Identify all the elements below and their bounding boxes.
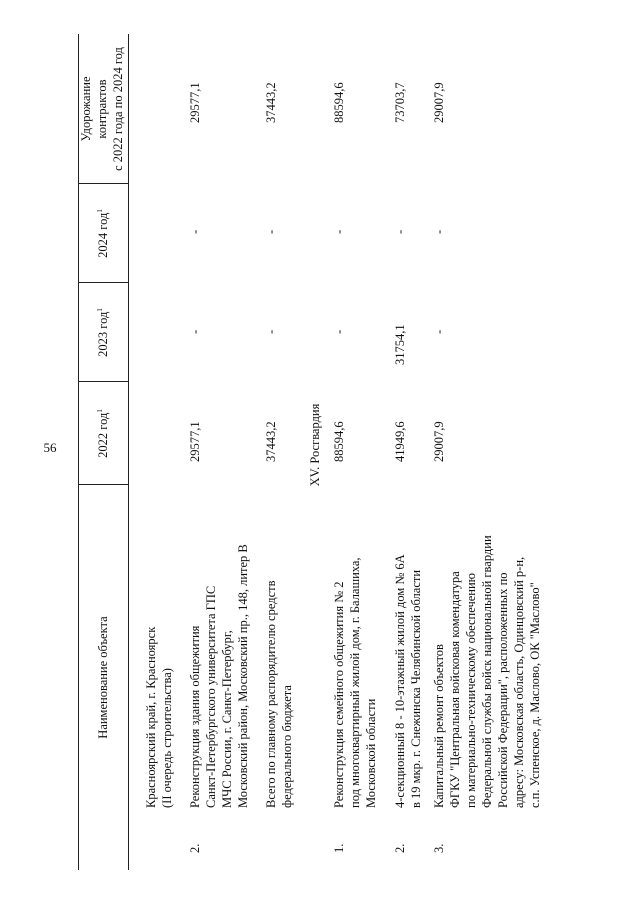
total-name-line-1: Всего по главному распорядителю средств — [264, 580, 278, 808]
row-5-value-2023: - — [432, 329, 446, 334]
row-5-name-line-3: по материально-техническому обеспечению — [464, 573, 478, 808]
header-bottom-line — [128, 34, 129, 870]
section-header: XV. Росгвардия — [308, 403, 322, 487]
total-name-line-2: федерального бюджета — [280, 685, 294, 808]
row-5-value-2024: - — [432, 229, 446, 234]
header-name: Наименование объекта — [96, 616, 110, 739]
row-5-value-cost: 29007,9 — [432, 82, 446, 123]
row-3-value-cost: 88594,6 — [332, 82, 346, 123]
row-3-name-line-3: Московской области — [364, 698, 378, 808]
row-1-value-2023: - — [188, 329, 202, 334]
row-1-name-line-2: Санкт-Петербургского университета ГПС — [204, 585, 218, 808]
row-5-number: 3. — [432, 843, 446, 853]
row-5-name-line-1: Капитальный ремонт объектов — [432, 644, 446, 808]
row-4-name-line-1: 4-секционный 8 - 10-этажный жилой дом № 6А — [393, 554, 407, 808]
row-4-number: 2. — [393, 843, 407, 853]
row-5-name-line-7: с.п. Успенское, д. Маслово, ОК "Маслово" — [528, 582, 542, 808]
row-1-name-line-1: Реконструкция здания общежития — [188, 625, 202, 808]
row-5-name-line-2: ФГКУ "Центральная войсковая комендатура — [448, 571, 462, 808]
row-4-value-2024: - — [393, 229, 407, 234]
total-value-cost: 37443,2 — [264, 82, 278, 123]
row-1-name-line-4: Московский район, Московский пр., 148, литер В — [236, 544, 250, 808]
total-value-2022: 37443,2 — [264, 421, 278, 462]
header-2024: 2024 год$^1$ — [96, 209, 110, 258]
total-value-2024: - — [264, 229, 278, 234]
row-4-value-cost: 73703,7 — [393, 82, 407, 123]
row-1-number: 2. — [188, 843, 202, 853]
row-0-name-line-1: Красноярский край, г. Красноярск — [144, 626, 158, 808]
row-4-name-line-2: в 19 мкр. г. Снежинска Челябинской области — [409, 569, 423, 808]
total-value-2023: - — [264, 329, 278, 334]
header-2022: 2022 год$^1$ — [96, 409, 110, 458]
row-1-value-cost: 29577,1 — [188, 82, 202, 123]
row-1-value-2024: - — [188, 229, 202, 234]
row-3-name-line-1: Реконструкция семейного общежития № 2 — [332, 581, 346, 808]
row-5-name-line-5: Российской Федерации", расположенных по — [496, 572, 510, 808]
row-3-value-2023: - — [332, 329, 346, 334]
row-3-name-line-2: под многоквартирный жилой дом, г. Балашиха, — [348, 557, 362, 808]
header-cost-line-1: Удорожание — [79, 76, 93, 142]
header-cost-line-3: с 2022 года по 2024 год — [111, 47, 125, 171]
row-4-value-2022: 41949,6 — [393, 421, 407, 462]
header-cost-line-2: контрактов — [95, 79, 109, 139]
row-5-name-line-6: адресу: Московская область, Одинцовский р-н, — [512, 556, 526, 808]
row-1-name-line-3: МЧС России, г. Санкт-Петербург, — [220, 630, 234, 808]
page-number: 56 — [43, 440, 57, 455]
row-3-value-2024: - — [332, 229, 346, 234]
row-0-name-line-2: (II очередь строительства) — [160, 668, 174, 808]
row-3-value-2022: 88594,6 — [332, 421, 346, 462]
row-5-name-line-4: Федеральной службы войск национальной гвардии — [480, 535, 494, 808]
row-5-value-2022: 29007,9 — [432, 421, 446, 462]
row-4-value-2023: 31754,1 — [393, 324, 407, 365]
header-2023: 2023 год$^1$ — [96, 308, 110, 357]
row-1-value-2022: 29577,1 — [188, 421, 202, 462]
row-3-number: 1. — [332, 843, 346, 853]
